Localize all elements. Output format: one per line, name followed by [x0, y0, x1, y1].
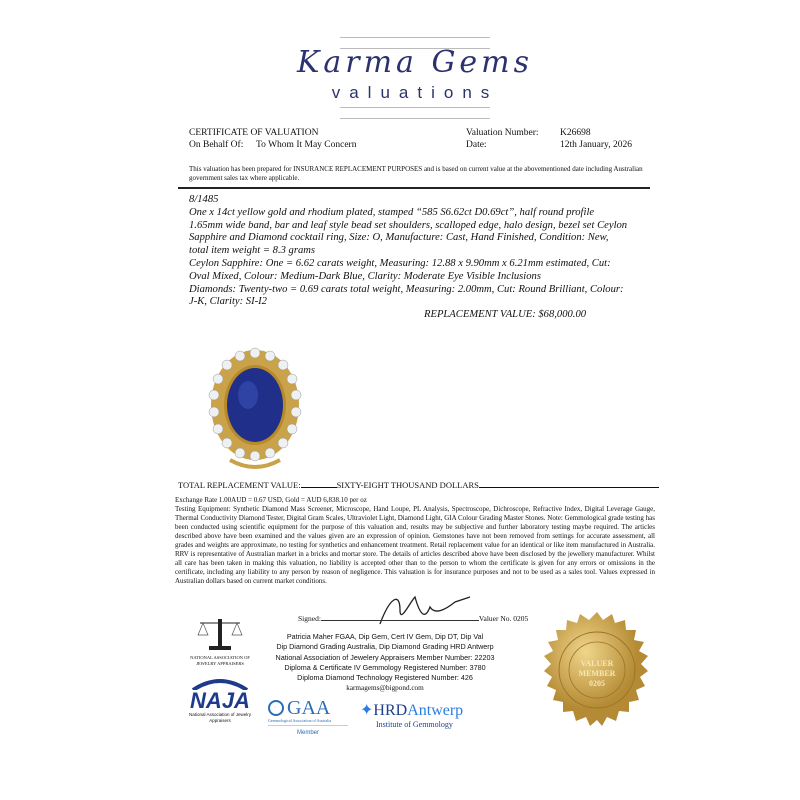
divider	[178, 187, 650, 189]
logo-script: Karma Gems	[296, 45, 534, 80]
naja-text: NAJA	[190, 688, 250, 713]
credential-line: Diploma Diamond Technology Registered Number: 426	[297, 673, 473, 683]
purpose-statement: This valuation has been prepared for INSURANCE REPLACEMENT PURPOSES and is based on current value at the abovementioned date including Australian government sales tax where applicable.	[189, 165, 643, 182]
signature-line	[298, 614, 528, 624]
date-label: Date:	[466, 140, 487, 150]
logo-subtitle: valuations	[331, 83, 499, 102]
karma-gems-logo	[280, 35, 550, 110]
ornament-bottom	[340, 107, 490, 119]
item-description-block	[189, 194, 629, 322]
signed-label: Signed:	[298, 614, 321, 623]
on-behalf-value: To Whom It May Concern	[256, 140, 357, 150]
gold-seal	[532, 604, 662, 734]
sapphire-stone	[227, 368, 283, 442]
svg-text:0205: 0205	[589, 679, 605, 688]
replacement-value: REPLACEMENT VALUE: $68,000.00	[424, 309, 587, 321]
credential-line: Dip Diamond Grading Australia, Dip Diamond Grading HRD Antwerp	[276, 642, 494, 652]
valuer-credentials	[255, 632, 515, 694]
gaa-emblem-icon	[268, 700, 284, 716]
item-ref: 8/1485	[189, 194, 219, 205]
credential-line: Patricia Maher FGAA, Dip Gem, Cert IV Gem, Dip DT, Dip Val	[286, 632, 484, 641]
certificate-title: CERTIFICATE OF VALUATION	[189, 128, 319, 138]
on-behalf-label: On Behalf Of:	[189, 140, 244, 150]
credential-line: National Association of Jewelery Appraisers Member Number: 22203	[275, 652, 495, 662]
disclaimer: Testing Equipment: Synthetic Diamond Mass Screener, Microscope, Hand Loupe, PL Analysis, Spectroscope, Dichroscope, Refractive Index, Digital Leverage Gauge, Thermal Conductivity Diamond Tester, Digital Gram Scales, Ultraviolet Light, Diamond Light, GIA Colour Grading Master Stones. Note: Gemmological grade testing has been conducted using scientific equipment for the purpose of this valuation and, results may be subjective and further laboratory testing maybe required. The articles described above have been examined and the values given are an expression of opinion. Gemstones have not been removed from settings for accurate assessment, all grades and weights are approximate, no testing for synthetics and enhancement treatment. Retail replacement value for an identical or like item manufactured in Australia. RRV is representative of Australian market in a bricks and mortar store. The details of articles described above have been disclosed by the jewellery manufacturer. Whilst all care has been taken in making this valuation, no liability is accepted other than to the person to whom the certificate is given for any errors or omissions in the certificate, including any liability to any person by reason of negligence. This valuation is for insurance purposes and not to be used as a sales tool. Values expressed in Australian dollars based on current market conditions.	[175, 505, 655, 585]
fine-print	[175, 496, 655, 586]
total-value-words: SIXTY-EIGHT THOUSAND DOLLARS	[336, 480, 479, 490]
diamond-details: Diamonds: Twenty-two = 0.69 carats total weight, Measuring: 2.00mm, Cut: Round Brilliant, Colour: J-K, Clarity: SI-I2	[189, 283, 624, 308]
hrd-star-icon: ✦	[360, 702, 374, 719]
gaa-member: Member	[296, 730, 319, 736]
naja-logo	[185, 678, 255, 723]
seal-center-text: VALUER	[580, 659, 614, 668]
gaa-logo	[268, 698, 348, 737]
ring-photo	[200, 340, 310, 475]
scales-of-justice-icon	[195, 613, 245, 653]
naja-scales-caption: NATIONAL ASSOCIATION OF JEWELRY APPRAISERS	[190, 655, 250, 666]
email: karmagems@bigpond.com	[346, 684, 424, 693]
gaa-caption: Gemmological Association of Australia	[268, 718, 348, 726]
hrd-antwerp-text: Antwerp	[407, 702, 464, 719]
valuer-number: Valuer No. 0205	[478, 614, 529, 623]
credential-line: Diploma & Certificate IV Gemmology Registered Number: 3780	[284, 662, 486, 672]
svg-text:MEMBER: MEMBER	[578, 669, 616, 678]
exchange-rate: Exchange Rate 1.00AUD = 0.67 USD, Gold = AUD 6,838.10 per oz	[175, 496, 367, 504]
total-replacement-line	[178, 480, 650, 491]
hrd-text: HRD	[373, 702, 408, 719]
date: 12th January, 2026	[560, 140, 632, 150]
naja-caption: National Association of Jewelry Appraisers	[188, 712, 252, 723]
item-description: One x 14ct yellow gold and rhodium plated, stamped “585 S6.62ct D0.69ct”, half round profile 1.65mm wide band, bar and leaf style bead set shoulders, scalloped edge, halo design, bezel set Ceylon Sapphire and Diamond cocktail ring, Size: O, Manufacture: Cast, Hand Finished, Condition: New, total item weight = 8.3 grams	[189, 206, 628, 257]
valuation-number: K26698	[560, 128, 591, 138]
valuation-number-label: Valuation Number:	[466, 128, 539, 138]
total-label: TOTAL REPLACEMENT VALUE:	[178, 480, 301, 490]
sapphire-details: Ceylon Sapphire: One = 6.62 carats weight, Measuring: 12.88 x 9.90mm x 6.21mm estimated, Cut: Oval Mixed, Colour: Medium-Dark Blue, Clarity: Moderate Eye Visible Inclusions	[189, 257, 611, 282]
hrd-logo	[360, 702, 463, 730]
hrd-caption: Institute of Gemmology	[376, 720, 453, 729]
gaa-text: GAA	[287, 697, 331, 719]
